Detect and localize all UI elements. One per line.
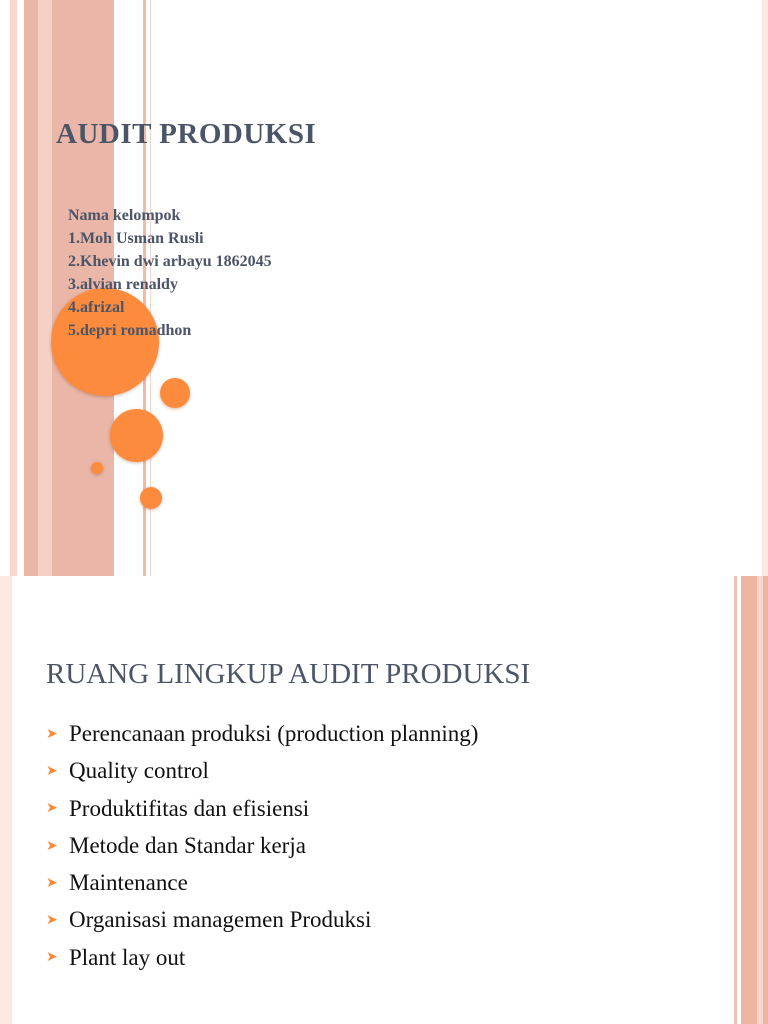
decorative-stripe bbox=[762, 0, 768, 576]
decorative-circle-tiny bbox=[91, 462, 103, 474]
slide-title: RUANG LINGKUP AUDIT PRODUKSI bbox=[46, 658, 531, 690]
decorative-circle-small bbox=[160, 378, 190, 408]
decorative-circle-medium bbox=[110, 409, 163, 462]
topic-item bbox=[46, 715, 478, 752]
decorative-stripe bbox=[10, 0, 17, 576]
topic-item bbox=[46, 864, 478, 901]
topic-item bbox=[46, 790, 478, 827]
topic-text: Plant lay out bbox=[69, 944, 186, 970]
arrow-bullet-icon: ➤ bbox=[46, 837, 58, 854]
member-item: 1.Moh Usman Rusli bbox=[68, 230, 204, 247]
topic-item bbox=[46, 901, 478, 938]
arrow-bullet-icon: ➤ bbox=[46, 912, 58, 929]
member-item: 2.Khevin dwi arbayu 1862045 bbox=[68, 253, 272, 270]
arrow-bullet-icon: ➤ bbox=[46, 800, 58, 817]
member-list bbox=[68, 204, 272, 342]
topic-item bbox=[46, 827, 478, 864]
member-list-heading: Nama kelompok bbox=[68, 207, 181, 224]
arrow-bullet-icon: ➤ bbox=[46, 949, 58, 966]
topic-text: Organisasi managemen Produksi bbox=[69, 907, 372, 933]
topic-item bbox=[46, 752, 478, 789]
member-item: 4.afrizal bbox=[68, 299, 125, 316]
topic-text: Perencanaan produksi (production planning) bbox=[69, 721, 479, 746]
arrow-bullet-icon: ➤ bbox=[46, 762, 58, 779]
topic-list bbox=[46, 715, 478, 976]
decorative-circle-small bbox=[140, 487, 162, 509]
arrow-bullet-icon: ➤ bbox=[46, 874, 58, 891]
decorative-stripe bbox=[757, 576, 763, 1024]
arrow-bullet-icon: ➤ bbox=[46, 725, 58, 742]
topic-text: Produktifitas dan efisiensi bbox=[69, 795, 310, 821]
member-item: 5.depri romadhon bbox=[68, 322, 192, 339]
topic-text: Maintenance bbox=[69, 870, 188, 896]
decorative-stripe bbox=[741, 576, 768, 1024]
slide-2 bbox=[0, 576, 768, 1024]
topic-text: Metode dan Standar kerja bbox=[69, 832, 306, 858]
decorative-stripe bbox=[734, 576, 737, 1024]
topic-item bbox=[46, 939, 478, 976]
topic-text: Quality control bbox=[69, 758, 209, 784]
decorative-stripe bbox=[0, 576, 12, 1024]
slide-title: AUDIT PRODUKSI bbox=[56, 118, 317, 150]
member-item: 3.alvian renaldy bbox=[68, 276, 178, 293]
decorative-stripe bbox=[38, 0, 52, 576]
